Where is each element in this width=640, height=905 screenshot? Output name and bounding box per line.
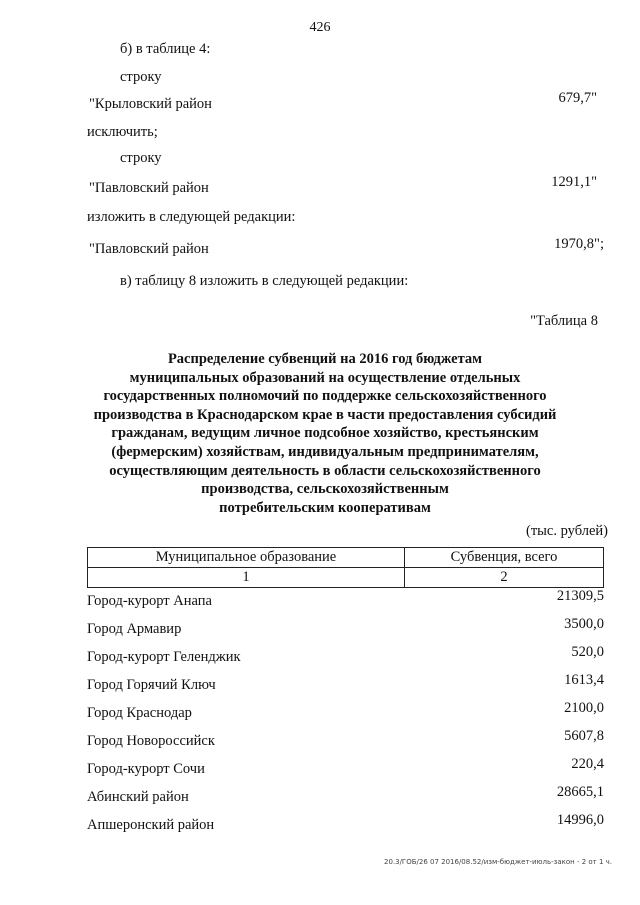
column-header-municipality: Муниципальное образование [88, 548, 405, 568]
table-row-value: 2100,0 [564, 700, 604, 716]
table-row-name: Город Краснодар [87, 705, 192, 721]
table-row-name: Город Армавир [87, 621, 182, 637]
pavlovsky-new-value: 1970,8"; [554, 236, 604, 252]
table-label: "Таблица 8 [530, 313, 598, 329]
table-row-name: Город Новороссийск [87, 733, 215, 749]
table-row-value: 3500,0 [564, 616, 604, 632]
units-label: (тыс. рублей) [526, 523, 608, 539]
title-line: производства, сельскохозяйственным [201, 481, 449, 498]
table-row-name: Город-курорт Анапа [87, 593, 212, 609]
table-row-value: 5607,8 [564, 728, 604, 744]
table-header [87, 547, 604, 588]
page-number: 426 [309, 20, 331, 35]
title-line: потребительским кооперативам [219, 499, 431, 516]
column-number-1: 1 [88, 568, 405, 588]
amendment-v-intro: в) таблицу 8 изложить в следующей редакции: [120, 273, 409, 289]
title-line: Распределение субвенций на 2016 год бюджетам [167, 351, 483, 367]
pavlovsky-old-value: 1291,1" [551, 174, 597, 190]
column-number-2: 2 [405, 568, 604, 588]
column-header-subvention: Субвенция, всего [405, 548, 604, 568]
document-footer: 20.3/ГОБ/26 07 2016/08.52/изм-бюджет-июль-закон - 2 от 1 ч. [383, 858, 612, 866]
table-row-value: 1613,4 [564, 672, 604, 688]
title-line: государственных полномочий по поддержке сельскохозяйственного [103, 388, 547, 405]
table-row-name: Город-курорт Сочи [87, 761, 205, 777]
row-word: строку [120, 150, 162, 166]
table-row-name: Апшеронский район [87, 817, 215, 833]
table-row-name: Город-курорт Геленджик [87, 649, 241, 665]
title-line: муниципальных образований на осуществление отдельных [129, 369, 521, 386]
title-line: гражданам, ведущим личное подсобное хозяйство, крестьянским [111, 425, 539, 442]
krylovsky-value: 679,7" [558, 90, 597, 106]
table-title [90, 350, 560, 517]
table-row-value: 21309,5 [556, 588, 604, 604]
title-line: производства в Краснодарском крае в части предоставления субсидий [93, 406, 557, 423]
pavlovsky-old-name: "Павловский район [89, 180, 209, 196]
table-row-value: 14996,0 [556, 812, 604, 828]
title-line: (фермерским) хозяйствам, индивидуальным предпринимателям, [111, 443, 539, 460]
table-row-value: 28665,1 [556, 784, 604, 800]
table-row-name: Город Горячий Ключ [87, 677, 216, 693]
pavlovsky-new-name: "Павловский район [89, 241, 209, 257]
title-line: осуществляющим деятельность в области сельскохозяйственного [109, 462, 541, 479]
krylovsky-name: "Крыловский район [89, 96, 212, 112]
table-row-name: Абинский район [87, 789, 189, 805]
table-row-value: 520,0 [571, 644, 604, 660]
amendment-b-intro: б) в таблице 4: [120, 41, 211, 57]
exclude-text: исключить; [87, 124, 158, 140]
table-row-value: 220,4 [571, 756, 604, 772]
restate-text: изложить в следующей редакции: [87, 209, 296, 225]
row-word: строку [120, 69, 162, 85]
